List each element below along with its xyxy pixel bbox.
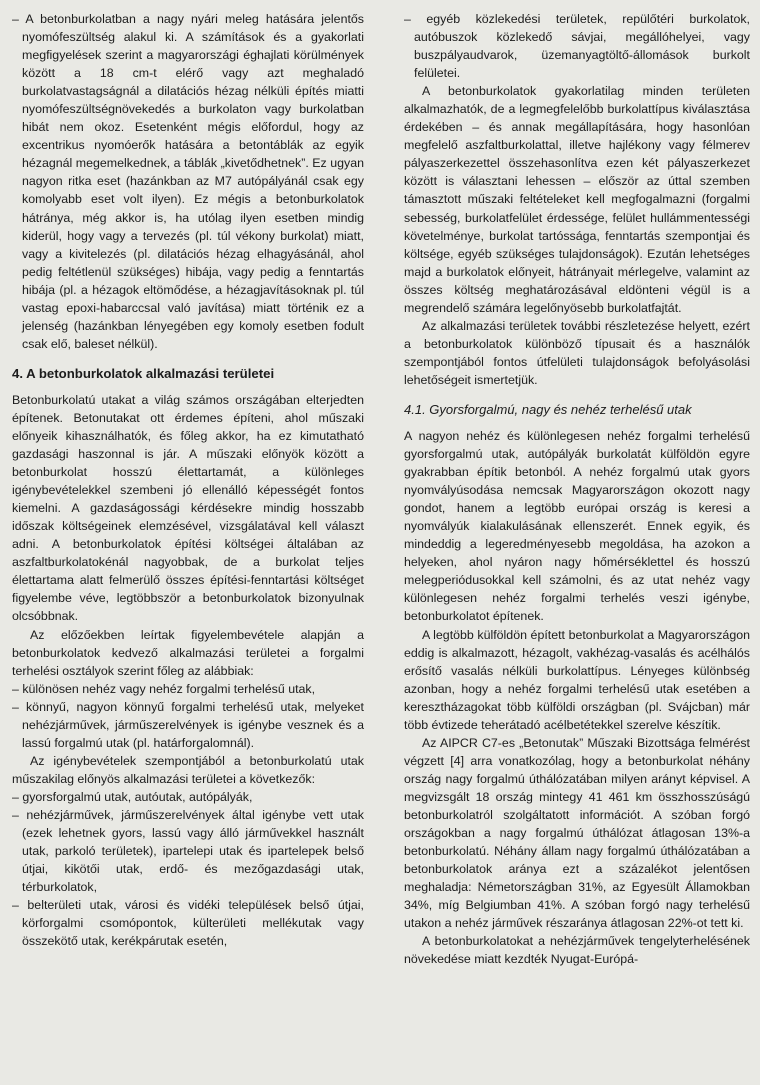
paragraph-traffic-load-classes: Az előzőekben leírtak figyelembevétele alapján a betonburkolatok kedvező alkalmazási területei a forgalmi terhelési osztályok szerint főleg az alábbiak: xyxy=(12,627,364,678)
paragraph-concrete-roads-worldwide: Betonburkolatú utakat a világ számos országában elterjedten építenek. Betonutakat ott érdemes építeni, ahol műszaki előnyeik kihasználhatók, és főleg akkor, ha ez kimutatható gazdasági haszonnal is jár. A műszaki előnyök között a betonburkolat hosszú élettartamát, a különleges igénybevételekkel szembeni jó ellenálló képességét fontos kiemelni. A gazdaságossági kérdésekre mindig hosszabb időszak költségeinek elemzésével, vizsgálatával kell választ adni. A betonburkolatok építési költségei általában az aszfaltburkolatokénál nagyobbak, de a burkolat teljes élettartama alatt felmerülő összes építési-fenntartási költséget figyelembe véve, legtöbbször a betonburkolatok bizonyulnak olcsóbbnak. xyxy=(12,392,364,624)
section-heading-application-areas: 4. A betonburkolatok alkalmazási területei xyxy=(12,365,275,381)
list-item-other-traffic-areas: – egyéb közlekedési területek, repülőtéri burkolatok, autóbuszok közlekedő sávjai, megállóhelyei, vagy buszpályaudvarok, üzemanyagtöltő-állomások burkolt felületei. xyxy=(404,12,750,81)
list-item-heavy-traffic: – különösen nehéz vagy nehéz forgalmi terhelésű utak, xyxy=(12,681,316,696)
paragraph-axle-load-growth: A betonburkolatokat a nehézjárművek tengelyterhelésének növekedése miatt kezdték Nyugat-Európá- xyxy=(404,934,750,967)
paragraph-pavement-selection: A betonburkolatok gyakorlatilag minden területen alkalmazhatók, de a legmegfelelőbb burkolattípus kiválasztása érdekében – és annak megállapítására, hogy hasonlóan megfelelő aszfaltburkolattal, illetve hajlékony vagy félmerev pályaszerkezettel összehasonlítva ezen két pályaszerkezet között is választani lehessen – először az úttal szemben támasztott műszaki feltételeket kell megfogalmazni (forgalmi sebesség, burkolatfelület érdessége, felület hullámmentességi követelménye, burkolat tartóssága, fenntartás szempontjai és költsége, egyéb szükséges tulajdonságok). Ezután lehetséges majd a burkolatok előnyeit, hátrányait mérlegelve, valamint az összes költség meghatározásával eldönteni végül is a megrendelő számára legelőnyösebb burkolatfajtát. xyxy=(404,84,750,315)
paragraph-load-application-areas: Az igénybevételek szempontjából a betonburkolatú utak műszakilag előnyös alkalmazási területei a következők: xyxy=(12,753,364,786)
left-column xyxy=(12,10,364,950)
list-item-heavy-vehicle-roads: – nehézjárművek, járműszerelvények által igénybe vett utak (ezek lehetnek gyors, lassú vagy álló járművekkel használt utak, parkoló területek), ipartelepi utak és ipartelepek belső útjai, kikötői utak, erdő- és mezőgazdasági utak, térburkolatok, xyxy=(12,807,364,895)
list-item-motorways: – gyorsforgalmú utak, autóutak, autópályák, xyxy=(12,789,253,804)
paragraph-pavement-types-intro: Az alkalmazási területek további részletezése helyett, ezért a betonburkolatok különböző típusait és a használók szempontjából fontos útfelületi tulajdonságok befolyásolási lehetőségeit ismertetjük. xyxy=(404,318,750,387)
list-item-light-traffic: – könnyű, nagyon könnyű forgalmi terhelésű utak, melyeket nehézjárművek, járműszerelvények is igénybe vesznek és a lassú forgalmú utak (pl. határforgalomnál). xyxy=(12,699,364,750)
paragraph-aipcr-survey: Az AIPCR C7-es „Betonutak” Műszaki Bizottsága felmérést végzett [4] arra vonatkozólag, hogy a betonburkolat néhány ország nagy forgalmú úthálózatában milyen arányt képvisel. A megvizsgált 18 ország mintegy 41 461 km összhosszúságú betonburkolatról szolgáltatott információt. A szóban forgó országokban a nagy forgalmú úthálózat átlagosan 13%-a betonburkolatú. Néhány állam nagy forgalmú úthálózatában a betonburkolatok aránya ezt a százalékot jelentősen meghaladja: Németországban 31%, az Egyesült Államokban 34%, míg Belgiumban 41%. A szóban forgó nagy terhelésű utakon a nehéz járművek részaránya átlagosan 22%-ot tett ki. xyxy=(404,735,750,931)
paragraph-disadvantage-compressive-stress: – A betonburkolatban a nagy nyári meleg hatására jelentős nyomófeszültség alakul ki. A számítások és a gyakorlati megfigyelések szerint a magyarországi éghajlati körülmények között a 18 cm-t elérő vagy azt meghaladó burkolatvastagságnál a dilatációs hézag nélküli építés miatti nyomófeszültségnövekedés a burkolaton vagy burkolatban hibát nem okoz. Esetenként mégis előfordul, hogy az excentrikus nyomóerők hatására a betontáblák az egyik hézagnál megemelkednek, a táblák „kivetődhetnek”. Ez ugyan nagyon ritka eset (hazánkban az M7 autópályánál csak egy komolyabb eset volt ilyen). Ez mégis a betonburkolatok hátránya, még akkor is, ha utólag ilyen esetben mindig kiderül, hogy vagy a tervezés (pl. túl vékony burkolat) miatt, vagy a kivitelezés (pl. dilatációs hézag elhagyásánál, ahol pedig feltétlenül szükséges) hibája, vagy pedig a fenntartás hibája (pl. a hézagok eltömődése, a hézagjavításoknak pl. túl vastag epoxi-habarccsal való javítása) miatt történik ez a jelenség (hazánkban lényegében egy komoly esetben fodult csak elő, baleset nélkül). xyxy=(12,12,364,351)
subsection-heading-expressways: 4.1. Gyorsforgalmú, nagy és nehéz terhelésű utak xyxy=(404,401,692,417)
list-item-urban-roads: – belterületi utak, városi és vidéki települések belső útjai, körforgalmi csomópontok, külterületi mellékutak vagy összekötő utak, kerékpárutak esetén, xyxy=(12,898,364,949)
paragraph-jointed-pavement-type: A legtöbb külföldön épített betonburkolat a Magyarországon eddig is alkalmazott, hézagolt, vakhézag-vasalás és acélhálós erősítő vasalás nélküli burkolattípus. Lényeges különbség azonban, hogy a nehéz forgalmi terhelésű utak esetében a keresztházagokat több külföldi országban (pl. Svájcban) már több évtizede teherátadó acélbetétekkel szerelve készítik. xyxy=(404,627,750,732)
paragraph-rutting-solution: A nagyon nehéz és különlegesen nehéz forgalmi terhelésű gyorsforgalmú utak, autópályák burkolatát külföldön egyre gyakrabban építik betonból. A nehéz forgalmú utak gyors nyomvályúsodása nemcsak Magyarországon okozott nagy gondot, hanem a legtöbb európai ország is keresi a nyomvályúk kialakulásának ellenszerét. Ennek egyik, és mindeddig a legeredményesebb megoldása, ha azokon a helyeken, ahol nyáron nagy hőmérséklettel és hosszú melegperiódusokkal kell számolni, és az utat nehéz vagy különlegesen nehéz forgalmi terhelés veszi igénybe, betonburkolatot építenek. xyxy=(404,428,750,624)
right-column xyxy=(404,10,750,968)
